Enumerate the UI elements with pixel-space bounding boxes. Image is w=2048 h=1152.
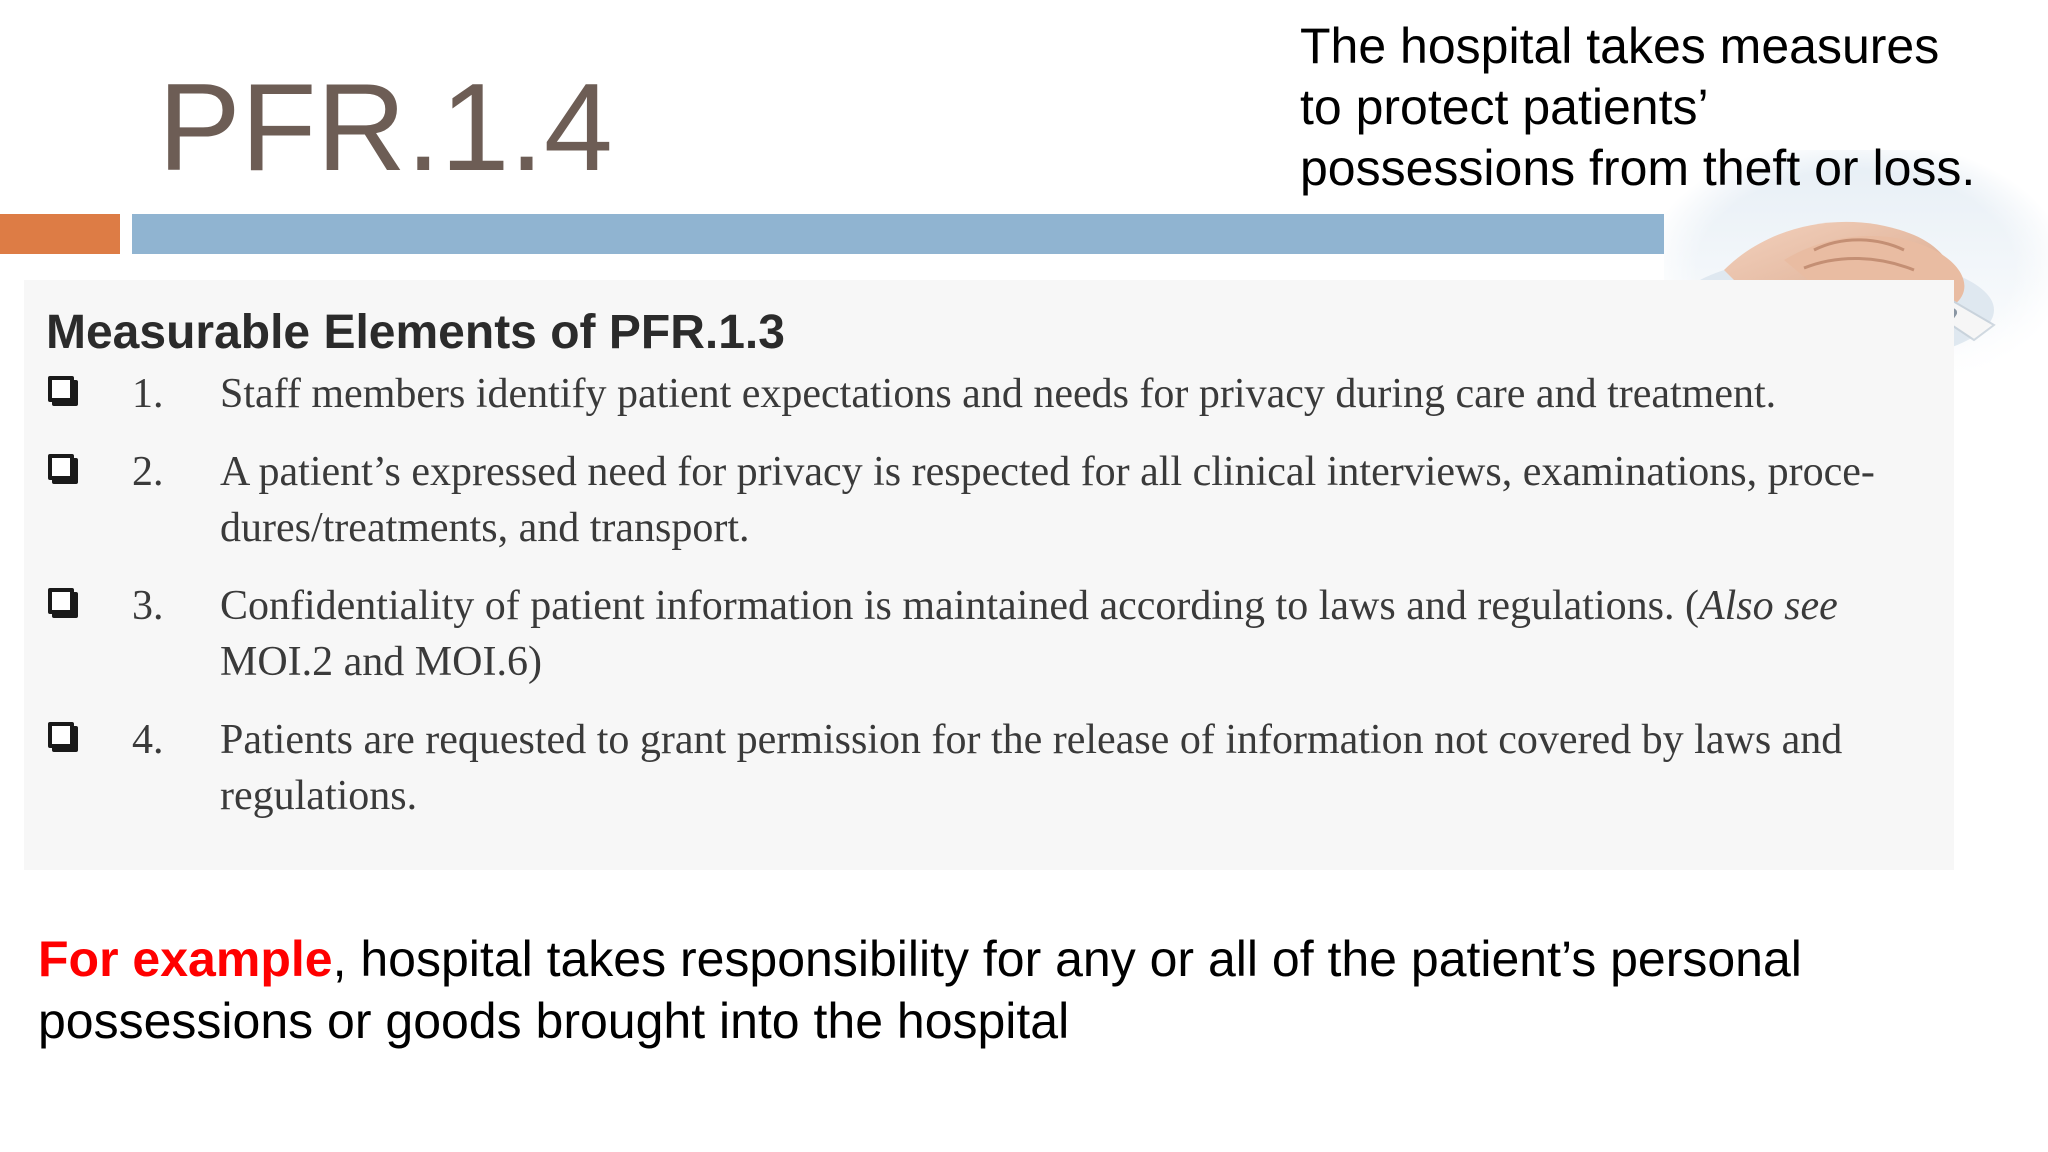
subtitle-line: possessions from theft or loss. — [1300, 140, 1976, 196]
checkbox-icon — [48, 588, 74, 614]
measurable-elements-heading: Measurable Elements of PFR.1.3 — [46, 306, 785, 359]
item-number: 4. — [132, 717, 164, 763]
subtitle-line: to protect patients’ — [1300, 79, 1709, 135]
item-number: 2. — [132, 449, 164, 495]
checkbox-icon — [48, 722, 74, 748]
item-text-line: Staff members identify patient expectations and needs for privacy during care and treatment. — [220, 371, 1777, 417]
item-number: 1. — [132, 371, 164, 417]
item-text — [220, 444, 1990, 556]
item-text-main: Confidentiality of patient information is maintained according to laws and regulations. ( — [220, 583, 1699, 629]
item-text-italic: Also see — [1698, 583, 1838, 629]
slide-subtitle — [1300, 16, 2040, 199]
example-paragraph — [38, 928, 2018, 1052]
item-text-line — [220, 578, 1990, 634]
example-line: possessions or goods brought into the hospital — [38, 993, 1070, 1049]
item-text-line: dures/treatments, and transport. — [220, 505, 750, 551]
checkbox-icon — [48, 454, 74, 480]
item-text — [220, 712, 1990, 824]
item-text — [220, 578, 1990, 690]
example-line — [38, 928, 2018, 990]
item-text-line: MOI.2 and MOI.6) — [220, 639, 542, 685]
example-text: , hospital takes responsibility for any or all of the patient’s personal — [332, 931, 1802, 987]
slide-title: PFR.1.4 — [158, 59, 613, 197]
example-highlight: For example — [38, 931, 333, 987]
item-text-line: A patient’s expressed need for privacy is respected for all clinical interviews, examinations, proce- — [220, 449, 1875, 495]
accent-bar-orange — [0, 214, 120, 254]
item-text-line: regulations. — [220, 773, 418, 819]
subtitle-line: The hospital takes measures — [1300, 18, 1940, 74]
checkbox-icon — [48, 376, 74, 402]
item-text-line: Patients are requested to grant permission for the release of information not covered by laws and — [220, 717, 1843, 763]
item-number: 3. — [132, 583, 164, 629]
item-text — [220, 366, 1990, 422]
